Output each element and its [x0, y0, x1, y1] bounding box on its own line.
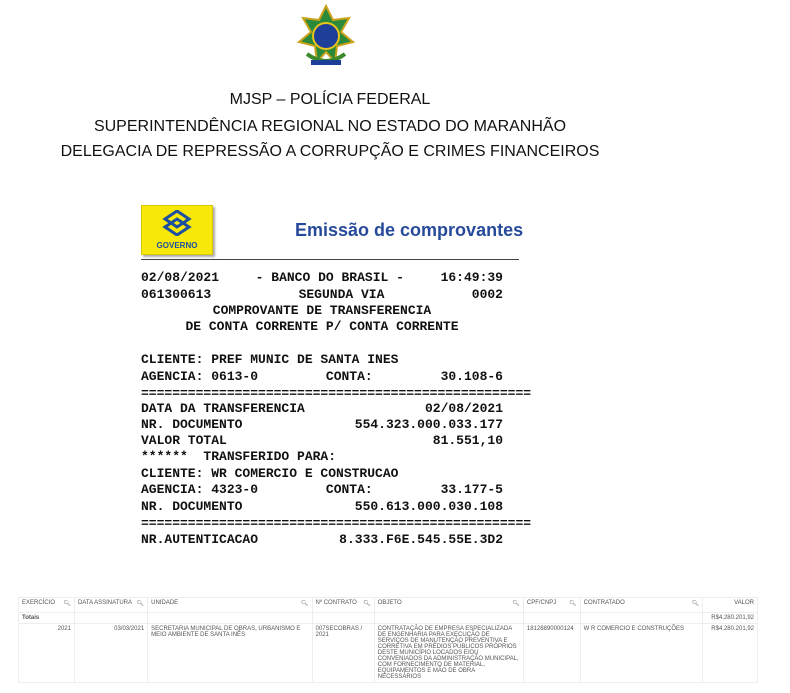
receipt-text: ==================================================: [141, 516, 532, 531]
receipt-text: VALOR TOTAL: [141, 433, 227, 448]
receipt-text: 061300613: [141, 287, 212, 302]
receipt-text: DATA DA TRANSFERENCIA: [141, 401, 305, 416]
column-header[interactable]: [312, 598, 374, 613]
table-cell: R$4.280.201,92: [703, 624, 758, 683]
column-header-label: CPF/CNPJ: [526, 600, 557, 606]
header-line-2: SUPERINTENDÊNCIA REGIONAL NO ESTADO DO MARANHÃO: [93, 118, 567, 135]
receipt-line: [141, 287, 503, 302]
receipt-text: AGENCIA: 4323-0: [141, 482, 259, 497]
column-header-label: OBJETO: [377, 600, 402, 606]
receipt-text: CLIENTE: WR COMERCIO E CONSTRUCAO: [141, 466, 399, 481]
column-header-label: Nº CONTRATO: [315, 600, 357, 606]
receipt-text: NR. DOCUMENTO: [141, 499, 243, 514]
divider: [141, 259, 519, 260]
receipt-line: [141, 499, 503, 514]
receipt-text: - BANCO DO BRASIL -: [255, 270, 404, 285]
column-header[interactable]: [374, 598, 523, 613]
receipt-line: [141, 303, 503, 318]
search-icon[interactable]: 🔍︎: [136, 601, 145, 607]
receipt-text: AGENCIA: 0613-0: [141, 369, 259, 384]
receipt-text: CONTA:: [325, 482, 373, 497]
contracts-table: [18, 597, 758, 683]
table-cell: 18128890000124: [523, 624, 580, 683]
search-icon[interactable]: 🔍︎: [569, 601, 577, 607]
receipt-line: [141, 433, 503, 448]
receipt-line: [141, 449, 503, 464]
receipt-text: SEGUNDA VIA: [298, 287, 385, 302]
search-icon[interactable]: 🔍︎: [63, 601, 71, 607]
receipt-text: CLIENTE: PREF MUNIC DE SANTA INES: [141, 352, 399, 367]
receipt-text: 8.333.F6E.545.55E.3D2: [339, 532, 503, 547]
search-icon[interactable]: 🔍︎: [363, 601, 371, 607]
column-header-label: CONTRATADO: [583, 600, 625, 606]
receipt-line: [141, 482, 503, 497]
column-header[interactable]: [148, 598, 312, 613]
column-header-label: UNIDADE: [151, 600, 179, 606]
receipt-line: [141, 417, 503, 432]
column-header[interactable]: [19, 598, 75, 613]
totals-label: Totais: [19, 613, 75, 624]
column-header-label: DATA ASSINATURA: [77, 600, 132, 606]
receipt-text: 16:49:39: [440, 270, 503, 285]
receipt-text: 0002: [471, 287, 503, 302]
column-header[interactable]: [74, 598, 147, 613]
column-header[interactable]: [580, 598, 703, 613]
header-line-1: MJSP – POLÍCIA FEDERAL: [229, 91, 431, 108]
receipt-text: DE CONTA CORRENTE P/ CONTA CORRENTE: [185, 319, 459, 334]
receipt-line: [141, 369, 503, 384]
logo-text: GOVERNO: [156, 241, 198, 250]
column-header[interactable]: [523, 598, 580, 613]
table-cell: SECRETARIA MUNICIPAL DE OBRAS, URBANISMO E MEIO AMBIENTE DE SANTA INÊS: [148, 624, 312, 683]
column-header-label: VALOR: [734, 600, 754, 606]
table-row: [19, 624, 758, 683]
receipt-line: [141, 386, 532, 401]
search-icon[interactable]: 🔍︎: [512, 601, 520, 607]
receipt-line: [141, 319, 503, 334]
receipt-line: [141, 516, 532, 531]
receipt-text: 81.551,10: [432, 433, 503, 448]
receipt-text: 02/08/2021: [424, 401, 503, 416]
table-cell: W R COMERCIO E CONSTRUÇÕES: [580, 624, 703, 683]
receipt-text: 30.108-6: [440, 369, 503, 384]
receipt-text: ****** TRANSFERIDO PARA:: [141, 449, 337, 464]
receipt-line: [141, 532, 503, 547]
header-line-3: DELEGACIA DE REPRESSÃO A CORRUPÇÃO E CRIMES FINANCEIROS: [60, 143, 600, 160]
search-icon[interactable]: 🔍︎: [300, 601, 309, 607]
table-cell: CONTRATAÇÃO DE EMPRESA ESPECIALIZADA DE ENGENHARIA PARA EXECUÇÃO DE SERVIÇOS DE MANUTENÇÃO PREVENTIVA E CORRETIVA EM PRÉDIOS PÚBLICOS PRÓPRIOS DESTE MUNICÍPIO LOCADOS E/OU CONVENIADOS DA ADMINISTRAÇÃO MUNICIPAL, COM FORNECIMENTO DE MATERIAL, EQUIPAMENTOS E MÃO DE OBRA NECESSÁRIOS: [374, 624, 523, 683]
receipt-text: COMPROVANTE DE TRANSFERENCIA: [212, 303, 432, 318]
receipt-line: [141, 270, 503, 285]
receipt-text: CONTA:: [325, 369, 373, 384]
receipt-text: ==================================================: [141, 386, 532, 401]
receipt-text: 02/08/2021: [141, 270, 220, 285]
table-cell: 03/03/2021: [74, 624, 147, 683]
receipt-text: 33.177-5: [440, 482, 503, 497]
receipt-text: 554.323.000.033.177: [354, 417, 503, 432]
receipt-text: 550.613.000.030.108: [354, 499, 503, 514]
receipt-text: NR. DOCUMENTO: [141, 417, 243, 432]
column-header-label: EXERCÍCIO: [22, 600, 56, 606]
totals-row: [19, 613, 758, 624]
banco-do-brasil-logo: [141, 205, 213, 255]
receipt-line: [141, 352, 503, 367]
receipt-line: [141, 466, 503, 481]
receipt-line: [141, 401, 503, 416]
search-icon[interactable]: 🔍︎: [691, 601, 700, 607]
table-cell: 007SECOBRAS / 2021: [312, 624, 374, 683]
column-header[interactable]: [703, 598, 758, 613]
bb-logo-icon: [162, 210, 192, 236]
brazil-coat-of-arms-icon: [293, 4, 359, 72]
receipt-text: NR.AUTENTICACAO: [141, 532, 259, 547]
table-cell: 2021: [19, 624, 75, 683]
receipt-title: Emissão de comprovantes: [295, 220, 524, 240]
totals-value: R$4.280.201,92: [703, 613, 758, 624]
